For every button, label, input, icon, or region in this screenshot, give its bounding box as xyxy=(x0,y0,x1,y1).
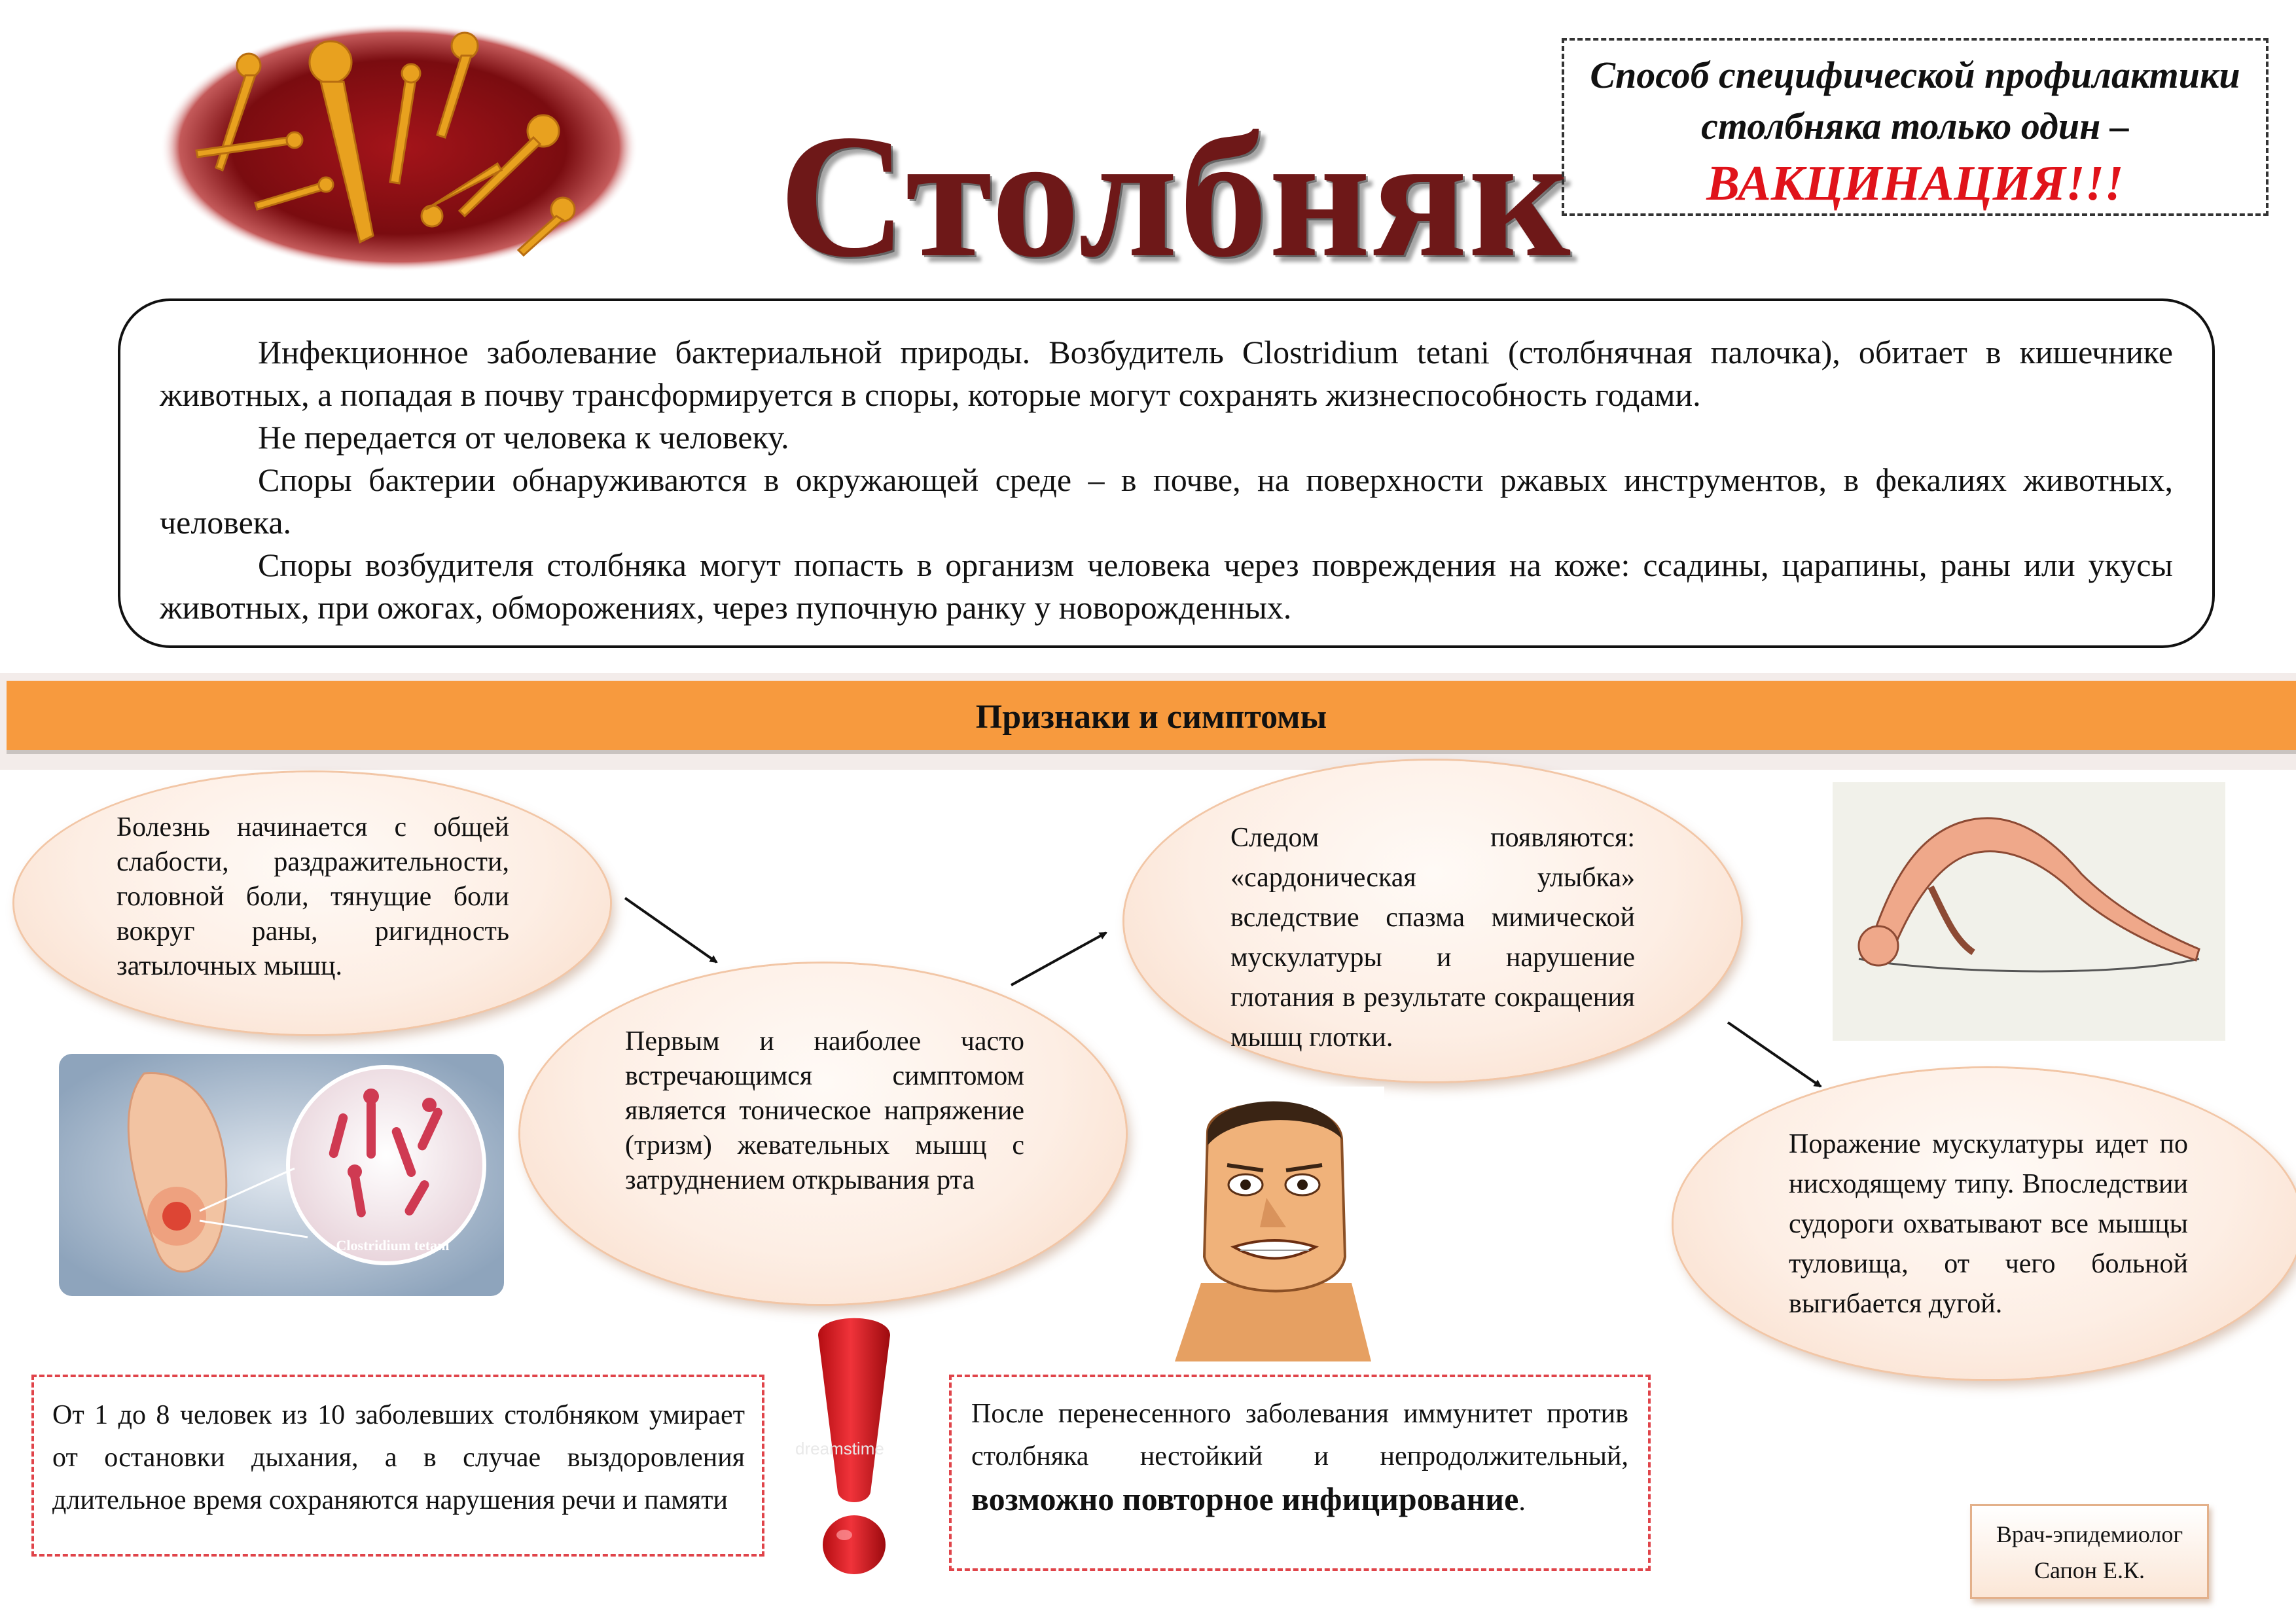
page-title: Столбняк xyxy=(779,98,1572,294)
vaccine-line-1: Способ специфической профилактики xyxy=(1590,54,2240,96)
author-name: Сапон Е.К. xyxy=(2034,1557,2145,1583)
bacteria-image xyxy=(157,20,641,275)
symptom-text-1: Болезнь начинается с общей слабости, раздражительности, головной боли, тянущие боли вокруг раны, ригидность затылочных мышц. xyxy=(117,812,509,981)
description-box xyxy=(118,298,2215,648)
opisthotonus-image xyxy=(1833,782,2225,1041)
symptom-text-4: Поражение мускулатуры идет по нисходящему типу. Впоследствии судороги охватывают все мышцы туловища, от чего больной выгибается дугой. xyxy=(1789,1129,2188,1319)
description-paragraph-4: Споры возбудителя столбняка могут попасть в организм человека через повреждения на коже: ссадины, царапины, раны или укусы животных, при ожогах, обморожениях, через пупочную ранку у новорожденных. xyxy=(160,547,2173,626)
vaccination-callout xyxy=(1562,38,2269,216)
vaccine-line-3: ВАКЦИНАЦИЯ!!! xyxy=(1706,156,2124,211)
immunity-text: После перенесенного заболевания иммунитет против столбняка нестойкий и непродолжительный, xyxy=(971,1399,1628,1471)
watermark: dreamstime xyxy=(795,1439,884,1458)
arrow-3-icon xyxy=(1728,1022,1821,1087)
author-role: Врач-эпидемиолог xyxy=(1996,1521,2183,1547)
arrow-2-icon xyxy=(1011,933,1106,985)
immunity-end: . xyxy=(1518,1487,1526,1517)
foot-image-caption: Clostridium tetani xyxy=(336,1237,450,1253)
sardonic-smile-face-image xyxy=(1162,1087,1384,1361)
arrow-1-icon xyxy=(625,898,717,962)
description-paragraph-2: Не передается от человека к человеку. xyxy=(258,419,789,456)
immunity-warning: возможно повторное инфицирование xyxy=(971,1481,1519,1517)
mortality-note: От 1 до 8 человек из 10 заболевших столбняком умирает от остановки дыхания, а в случае выздоровления длительное время сохраняются нарушения речи и памяти xyxy=(31,1375,764,1557)
author-signature xyxy=(1970,1504,2209,1599)
description-paragraph-1: Инфекционное заболевание бактериальной природы. Возбудитель Clostridium tetani (столбнячная палочка), обитает в кишечнике животных, а попадая в почву трансформируется в споры, которые могут сохранять жизнеспособность годами. xyxy=(160,334,2173,413)
foot-wound-image xyxy=(59,1054,504,1296)
symptom-text-2: Первым и наиболее часто встречающимся симптомом является тоническое напряжение (тризм) жевательных мышц с затруднением открывания рта xyxy=(625,1026,1024,1195)
symptom-text-3: Следом появляются: «сардоническая улыбка» вследствие спазма мимической мускулатуры и нарушение глотания в результате сокращения мышц глотки. xyxy=(1230,823,1635,1053)
immunity-note xyxy=(949,1375,1651,1571)
section-header: Признаки и симптомы xyxy=(7,681,2296,754)
description-paragraph-3: Споры бактерии обнаруживаются в окружающей среде – в почве, на поверхности ржавых инструментов, в фекалиях животных, человека. xyxy=(160,461,2173,541)
vaccine-line-2: столбняка только один – xyxy=(1701,105,2129,147)
